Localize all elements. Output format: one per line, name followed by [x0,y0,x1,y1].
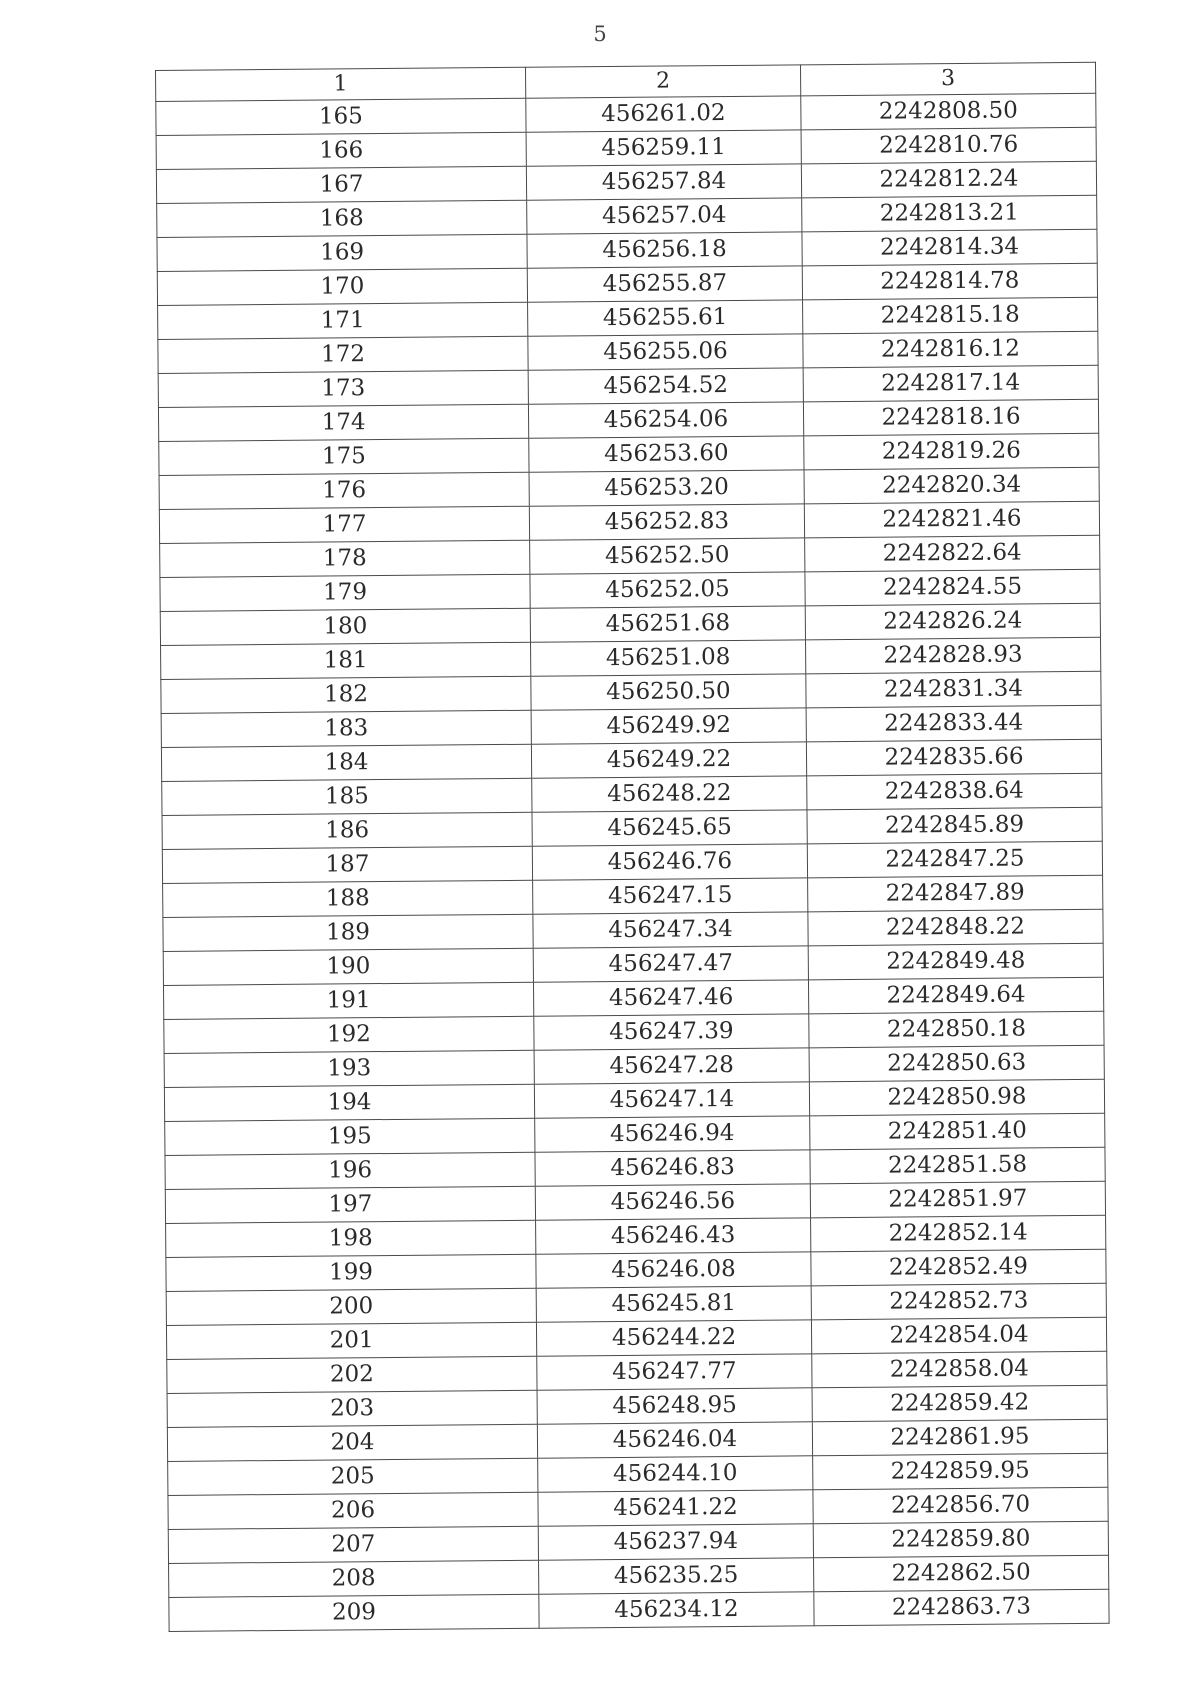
point-number-cell: 171 [158,302,528,339]
x-coordinate-cell: 456253.60 [529,436,804,472]
x-coordinate-cell: 456253.20 [529,470,804,506]
y-coordinate-cell: 2242847.25 [807,841,1102,878]
point-number-cell: 189 [163,914,533,951]
x-coordinate-cell: 456246.94 [535,1116,810,1152]
x-coordinate-cell: 456255.06 [528,334,803,370]
x-coordinate-cell: 456235.25 [539,1558,814,1594]
x-coordinate-cell: 456237.94 [538,1524,813,1560]
x-coordinate-cell: 456247.34 [533,912,808,948]
y-coordinate-cell: 2242824.55 [805,569,1100,606]
y-coordinate-cell: 2242851.58 [810,1147,1105,1184]
point-number-cell: 165 [156,98,526,135]
x-coordinate-cell: 456252.05 [530,572,805,608]
y-coordinate-cell: 2242847.89 [808,875,1103,912]
x-coordinate-cell: 456247.39 [534,1014,809,1050]
point-number-cell: 179 [160,574,530,611]
point-number-cell: 188 [163,880,533,917]
point-number-cell: 167 [156,166,526,203]
x-coordinate-cell: 456246.83 [535,1150,810,1186]
x-coordinate-cell: 456251.08 [531,640,806,676]
x-coordinate-cell: 456246.08 [536,1252,811,1288]
point-number-cell: 181 [161,642,531,679]
point-number-cell: 184 [161,744,531,781]
y-coordinate-cell: 2242819.26 [804,433,1099,470]
point-number-cell: 168 [157,200,527,237]
y-coordinate-cell: 2242852.14 [811,1215,1106,1252]
y-coordinate-cell: 2242818.16 [803,399,1098,436]
x-coordinate-cell: 456248.95 [537,1388,812,1424]
y-coordinate-cell: 2242849.64 [808,977,1103,1014]
x-coordinate-cell: 456244.10 [538,1456,813,1492]
x-coordinate-cell: 456247.47 [533,946,808,982]
point-number-cell: 204 [167,1424,537,1461]
point-number-cell: 180 [160,608,530,645]
y-coordinate-cell: 2242845.89 [807,807,1102,844]
y-coordinate-cell: 2242863.73 [814,1589,1109,1626]
y-coordinate-cell: 2242814.34 [802,229,1097,266]
point-number-cell: 182 [161,676,531,713]
y-coordinate-cell: 2242849.48 [808,943,1103,980]
point-number-cell: 209 [169,1594,539,1631]
y-coordinate-cell: 2242850.63 [809,1045,1104,1082]
y-coordinate-cell: 2242859.80 [813,1521,1108,1558]
point-number-cell: 191 [163,982,533,1019]
x-coordinate-cell: 456241.22 [538,1490,813,1526]
y-coordinate-cell: 2242856.70 [813,1487,1108,1524]
point-number-cell: 208 [169,1560,539,1597]
y-coordinate-cell: 2242852.49 [811,1249,1106,1286]
x-coordinate-cell: 456257.04 [527,198,802,234]
y-coordinate-cell: 2242850.98 [809,1079,1104,1116]
y-coordinate-cell: 2242808.50 [801,93,1096,130]
x-coordinate-cell: 456254.06 [528,402,803,438]
point-number-cell: 177 [159,506,529,543]
coordinates-table [155,62,1110,1632]
point-number-cell: 178 [160,540,530,577]
x-coordinate-cell: 456255.87 [527,266,802,302]
point-number-cell: 172 [158,336,528,373]
y-coordinate-cell: 2242835.66 [806,739,1101,776]
y-coordinate-cell: 2242831.34 [806,671,1101,708]
y-coordinate-cell: 2242821.46 [804,501,1099,538]
point-number-cell: 175 [159,438,529,475]
x-coordinate-cell: 456246.56 [535,1184,810,1220]
y-coordinate-cell: 2242810.76 [801,127,1096,164]
x-coordinate-cell: 456255.61 [528,300,803,336]
x-coordinate-cell: 456247.77 [537,1354,812,1390]
point-number-cell: 190 [163,948,533,985]
column-header-2: 2 [525,65,800,98]
x-coordinate-cell: 456248.22 [532,776,807,812]
point-number-cell: 205 [168,1458,538,1495]
point-number-cell: 194 [164,1084,534,1121]
point-number-cell: 193 [164,1050,534,1087]
y-coordinate-cell: 2242833.44 [806,705,1101,742]
x-coordinate-cell: 456259.11 [526,130,801,166]
y-coordinate-cell: 2242816.12 [803,331,1098,368]
x-coordinate-cell: 456247.15 [533,878,808,914]
point-number-cell: 202 [167,1356,537,1393]
point-number-cell: 192 [164,1016,534,1053]
point-number-cell: 185 [162,778,532,815]
y-coordinate-cell: 2242828.93 [805,637,1100,674]
x-coordinate-cell: 456234.12 [539,1592,814,1628]
point-number-cell: 200 [166,1288,536,1325]
point-number-cell: 170 [157,268,527,305]
y-coordinate-cell: 2242814.78 [802,263,1097,300]
x-coordinate-cell: 456246.04 [537,1422,812,1458]
y-coordinate-cell: 2242815.18 [803,297,1098,334]
point-number-cell: 197 [165,1186,535,1223]
x-coordinate-cell: 456249.92 [531,708,806,744]
x-coordinate-cell: 456245.81 [536,1286,811,1322]
x-coordinate-cell: 456252.50 [530,538,805,574]
point-number-cell: 186 [162,812,532,849]
point-number-cell: 173 [158,370,528,407]
column-header-1: 1 [156,67,526,101]
point-number-cell: 201 [166,1322,536,1359]
point-number-cell: 199 [166,1254,536,1291]
y-coordinate-cell: 2242854.04 [811,1317,1106,1354]
point-number-cell: 203 [167,1390,537,1427]
point-number-cell: 174 [158,404,528,441]
x-coordinate-cell: 456244.22 [536,1320,811,1356]
point-number-cell: 196 [165,1152,535,1189]
y-coordinate-cell: 2242862.50 [814,1555,1109,1592]
page-number: 5 [593,22,607,46]
y-coordinate-cell: 2242820.34 [804,467,1099,504]
x-coordinate-cell: 456247.46 [533,980,808,1016]
x-coordinate-cell: 456254.52 [528,368,803,404]
coordinates-table-container [155,62,1109,1632]
point-number-cell: 183 [161,710,531,747]
y-coordinate-cell: 2242822.64 [805,535,1100,572]
x-coordinate-cell: 456247.28 [534,1048,809,1084]
x-coordinate-cell: 456246.76 [532,844,807,880]
point-number-cell: 207 [168,1526,538,1563]
table-body [156,93,1109,1631]
y-coordinate-cell: 2242859.95 [813,1453,1108,1490]
point-number-cell: 176 [159,472,529,509]
y-coordinate-cell: 2242817.14 [803,365,1098,402]
column-header-3: 3 [800,62,1095,96]
point-number-cell: 166 [156,132,526,169]
x-coordinate-cell: 456251.68 [530,606,805,642]
x-coordinate-cell: 456257.84 [526,164,801,200]
y-coordinate-cell: 2242848.22 [808,909,1103,946]
x-coordinate-cell: 456256.18 [527,232,802,268]
point-number-cell: 187 [162,846,532,883]
point-number-cell: 206 [168,1492,538,1529]
y-coordinate-cell: 2242852.73 [811,1283,1106,1320]
table-row [169,1589,1109,1631]
y-coordinate-cell: 2242813.21 [802,195,1097,232]
y-coordinate-cell: 2242851.40 [810,1113,1105,1150]
y-coordinate-cell: 2242838.64 [807,773,1102,810]
y-coordinate-cell: 2242850.18 [809,1011,1104,1048]
x-coordinate-cell: 456250.50 [531,674,806,710]
y-coordinate-cell: 2242812.24 [801,161,1096,198]
x-coordinate-cell: 456252.83 [529,504,804,540]
x-coordinate-cell: 456249.22 [531,742,806,778]
y-coordinate-cell: 2242861.95 [812,1419,1107,1456]
y-coordinate-cell: 2242851.97 [810,1181,1105,1218]
point-number-cell: 169 [157,234,527,271]
x-coordinate-cell: 456261.02 [526,96,801,132]
x-coordinate-cell: 456246.43 [536,1218,811,1254]
x-coordinate-cell: 456245.65 [532,810,807,846]
y-coordinate-cell: 2242858.04 [812,1351,1107,1388]
x-coordinate-cell: 456247.14 [534,1082,809,1118]
point-number-cell: 198 [166,1220,536,1257]
y-coordinate-cell: 2242859.42 [812,1385,1107,1422]
y-coordinate-cell: 2242826.24 [805,603,1100,640]
point-number-cell: 195 [165,1118,535,1155]
